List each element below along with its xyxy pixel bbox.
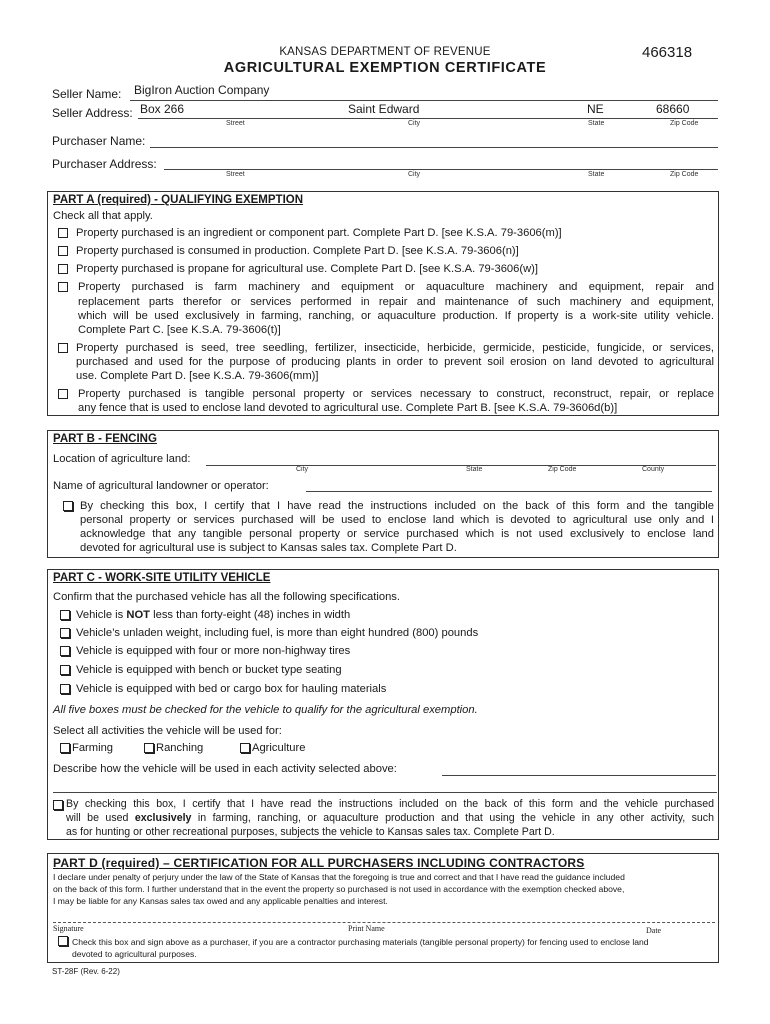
seller-address-field[interactable] [138, 118, 718, 119]
part-c-certify-line1: By checking this box, I certify that I have read the instructions included on the back of this form and the vehicle purchased [66, 798, 714, 810]
owner-label: Name of agricultural landowner or operator: [53, 480, 269, 492]
purchaser-street-sublabel: Street [226, 171, 245, 178]
location-city-sublabel: City [296, 466, 309, 473]
part-a-checkbox-consumed[interactable] [58, 246, 68, 256]
part-a-option-propane: Property purchased is propane for agricultural use. Complete Part D. [see K.S.A. 79-3606(w)] [76, 263, 539, 275]
form-title: AGRICULTURAL EXEMPTION CERTIFICATE [223, 60, 547, 76]
part-b-certify-line1: By checking this box, I certify that I have read the instructions included on the back of this form and the tangible [80, 500, 714, 512]
part-c-certify-line3: as for hunting or other recreational purposes, subjects the vehicle to Kansas sales tax. Complete Part D. [66, 826, 555, 838]
part-a-checkbox-fence[interactable] [58, 389, 68, 399]
part-c-confirm: Confirm that the purchased vehicle has all the following specifications. [53, 591, 400, 603]
form-number: 466318 [642, 44, 693, 61]
part-b-certify-checkbox[interactable] [63, 501, 73, 511]
seller-street-sublabel: Street [226, 120, 245, 127]
part-b-certify-line4: devoted for agricultural use is subject to Kansas sales tax. Complete Part D. [80, 542, 457, 554]
spec-weight-checkbox[interactable] [60, 628, 70, 638]
spec-tires-text: Vehicle is equipped with four or more non-highway tires [76, 645, 351, 657]
describe-field-line2[interactable] [53, 792, 717, 793]
part-a-option-machinery-line3: which will be used exclusively in farming, ranching, or aquaculture production. If property is a work-site utility vehicle. [78, 310, 714, 322]
seller-zip-sublabel: Zip Code [670, 120, 699, 127]
department-name: KANSAS DEPARTMENT OF REVENUE [279, 46, 491, 58]
part-a-option-consumed: Property purchased is consumed in production. Complete Part D. [see K.S.A. 79-3606(n)] [76, 245, 519, 257]
part-a-checkbox-seed[interactable] [58, 343, 68, 353]
seller-state-value: NE [587, 102, 604, 116]
seller-name-field[interactable] [130, 100, 718, 101]
seller-state-sublabel: State [588, 120, 605, 127]
spec-tires-checkbox[interactable] [60, 646, 70, 656]
part-a-option-machinery-line4: Complete Part C. [see K.S.A. 79-3606(t)] [78, 324, 281, 336]
spec-bed-text: Vehicle is equipped with bed or cargo box for hauling materials [76, 683, 387, 695]
seller-name-label: Seller Name: [52, 87, 122, 101]
seller-street-value: Box 266 [140, 102, 185, 116]
owner-field[interactable] [306, 491, 712, 492]
seller-zip-value: 68660 [656, 102, 690, 116]
part-c-title: PART C - WORK-SITE UTILITY VEHICLE [53, 572, 271, 584]
seller-address-label: Seller Address: [52, 106, 133, 120]
purchaser-state-sublabel: State [588, 171, 605, 178]
location-label: Location of agriculture land: [53, 453, 191, 465]
part-b-section [47, 430, 719, 558]
spec-width-text: Vehicle is NOT less than forty-eight (48) inches in width [76, 609, 351, 621]
purchaser-address-label: Purchaser Address: [52, 157, 157, 171]
spec-weight-text: Vehicle’s unladen weight, including fuel, is more than eight hundred (800) pounds [76, 627, 479, 639]
part-c-note: All five boxes must be checked for the vehicle to qualify for the agricultural exemption. [53, 704, 478, 716]
contractor-line1: Check this box and sign above as a purchaser, if you are a contractor purchasing materials (tangible personal property) for fencing used to enclose land [72, 937, 649, 947]
part-b-certify-line2: personal property or services purchased will be used to enclose land which is devoted to agricultural use only and I [80, 514, 714, 526]
location-county-sublabel: County [642, 466, 665, 473]
part-a-option-fence-line2: any fence that is used to enclose land devoted to agricultural use. Complete Part B. [see K.S.A. 79-3606d(b)] [78, 402, 618, 414]
ranching-label: Ranching [156, 742, 204, 754]
seller-name-value: BigIron Auction Company [134, 83, 270, 97]
contractor-line2: devoted to agricultural purposes. [72, 949, 197, 959]
farming-checkbox[interactable] [60, 743, 70, 753]
part-a-option-seed-line1: Property purchased is seed, tree seedling, fertilizer, insecticide, herbicide, germicide, pesticide, fungicide, or services, [76, 342, 714, 354]
describe-label: Describe how the vehicle will be used in each activity selected above: [53, 763, 397, 775]
declaration-line1: I declare under penalty of perjury under the law of the State of Kansas that the foregoing is true and correct and that I have read the guidance included [53, 872, 625, 882]
part-a-instruction: Check all that apply. [53, 210, 153, 222]
location-state-sublabel: State [466, 466, 483, 473]
part-a-checkbox-ingredient[interactable] [58, 228, 68, 238]
declaration-line2: on the back of this form. I further understand that in the event the property so purchased is not used in accordance with the exemption checked above, [53, 884, 625, 894]
part-a-title: PART A (required) - QUALIFYING EXEMPTION [53, 194, 304, 206]
purchaser-address-field[interactable] [164, 169, 718, 170]
part-a-option-fence-line1: Property purchased is tangible personal property or services necessary to construct, reconstruct, repair, or replace [78, 388, 714, 400]
part-a-section [47, 191, 719, 416]
location-field[interactable] [206, 465, 716, 466]
declaration-line3: I may be liable for any Kansas sales tax owed and any applicable penalties and interest. [53, 896, 388, 906]
spec-bed-checkbox[interactable] [60, 684, 70, 694]
signature-label: Signature [53, 924, 84, 933]
agriculture-checkbox[interactable] [240, 743, 250, 753]
spec-width-checkbox[interactable] [60, 610, 70, 620]
part-c-certify-checkbox[interactable] [53, 800, 63, 810]
signature-field[interactable] [53, 922, 715, 923]
part-c-section [47, 569, 719, 840]
part-a-option-seed-line2: purchased and used for the purpose of producing plants in order to prevent soil erosion on land devoted to agricultural [76, 356, 714, 368]
purchaser-name-field[interactable] [150, 147, 718, 148]
seller-city-value: Saint Edward [348, 102, 420, 116]
part-c-certify-line2: will be used exclusively in farming, ranching, or aquaculture production and that using the vehicle in any other activity, such [66, 812, 715, 824]
part-a-option-seed-line3: use. Complete Part D. [see K.S.A. 79-3606(mm)] [76, 370, 319, 382]
spec-seating-checkbox[interactable] [60, 665, 70, 675]
location-zip-sublabel: Zip Code [548, 466, 577, 473]
spec-seating-text: Vehicle is equipped with bench or bucket type seating [76, 664, 342, 676]
purchaser-name-label: Purchaser Name: [52, 134, 146, 148]
part-b-certify-line3: acknowledge that any tangible personal property or service purchased which is not used exclusively to enclose land [80, 528, 714, 540]
part-a-option-ingredient: Property purchased is an ingredient or component part. Complete Part D. [see K.S.A. 79-3606(m)] [76, 227, 562, 239]
part-a-checkbox-machinery[interactable] [58, 282, 68, 292]
agriculture-label: Agriculture [252, 742, 306, 754]
part-a-checkbox-propane[interactable] [58, 264, 68, 274]
activities-label: Select all activities the vehicle will be used for: [53, 725, 282, 737]
date-label: Date [646, 926, 662, 935]
purchaser-zip-sublabel: Zip Code [670, 171, 699, 178]
part-a-option-machinery-line2: replacement parts therefor or services performed in repair and maintenance of such machinery and equipment, [78, 296, 714, 308]
farming-label: Farming [72, 742, 114, 754]
part-a-option-machinery-line1: Property purchased is farm machinery and equipment or aquaculture machinery and equipment, repair and [78, 281, 714, 293]
part-d-title: PART D (required) – CERTIFICATION FOR ALL PURCHASERS INCLUDING CONTRACTORS [53, 856, 585, 870]
part-d-section [47, 853, 719, 963]
describe-field-line1[interactable] [442, 775, 716, 776]
seller-city-sublabel: City [408, 120, 421, 127]
contractor-checkbox[interactable] [58, 936, 68, 946]
ranching-checkbox[interactable] [144, 743, 154, 753]
print-name-label: Print Name [348, 924, 385, 933]
purchaser-city-sublabel: City [408, 171, 421, 178]
form-revision: ST-28F (Rev. 6-22) [52, 967, 120, 976]
part-b-title: PART B - FENCING [53, 433, 157, 445]
